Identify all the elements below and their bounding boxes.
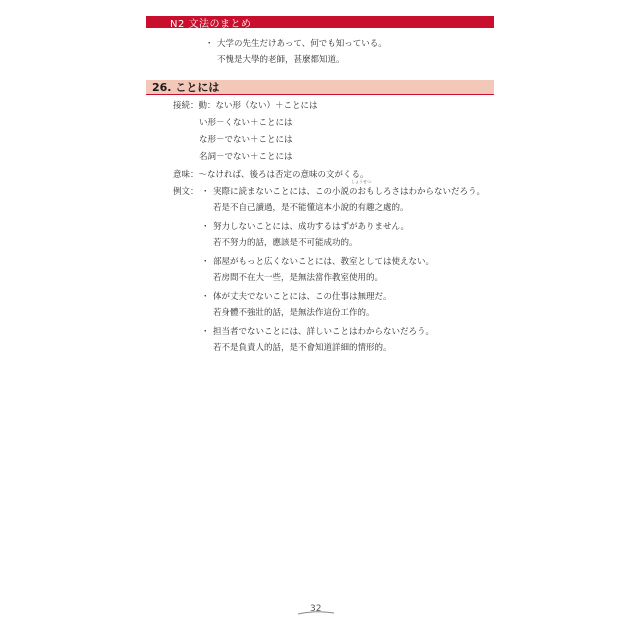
bullet-dot: ・ xyxy=(201,187,210,197)
top-example-jp: 大学の先生だけあって、何でも知っている。 xyxy=(217,39,387,49)
bullet-dot: ・ xyxy=(201,257,210,267)
connection-form: 名詞－でない＋ことには xyxy=(199,152,293,162)
section-title: 26. ことには xyxy=(152,81,220,94)
example-item xyxy=(201,290,392,302)
example-zh: 若不是負責人的話，是不會知道詳細的情形的。 xyxy=(213,343,392,353)
top-example-zh-row xyxy=(205,52,387,68)
header-title: N2 文法のまとめ xyxy=(170,19,252,30)
example-jp: 実際に読まないことには、この小説のおもしろさはわからないだろう。 xyxy=(213,187,486,197)
bullet-dot: ・ xyxy=(201,292,210,302)
example-item xyxy=(201,220,409,232)
top-example-zh: 不愧是大學的老師，甚麼都知道。 xyxy=(217,55,345,65)
example-jp: 体が丈夫でないことには、この仕事は無理だ。 xyxy=(213,292,392,302)
examples-label: 例文： xyxy=(173,187,199,197)
example-item xyxy=(201,255,434,267)
example-item xyxy=(201,185,485,197)
connection-form: い形－くない＋ことには xyxy=(199,118,293,128)
example-zh: 若身體不強壯的話，是無法作這份工作的。 xyxy=(213,308,375,318)
bullet-dot: ・ xyxy=(201,222,210,232)
example-jp: 担当者でないことには、詳しいことはわからないだろう。 xyxy=(213,327,435,337)
meaning-label: 意味： xyxy=(173,170,199,180)
connection-form: な形－でない＋ことには xyxy=(199,135,293,145)
example-zh: 若是不自己讀過，是不能懂這本小說的有趣之處的。 xyxy=(213,203,409,213)
example-zh: 若不努力的話，應該是不可能成功的。 xyxy=(213,238,358,248)
page-number: 32 xyxy=(310,604,322,614)
ruby-reading: しょうせつ xyxy=(351,179,371,184)
connection-row xyxy=(173,99,318,111)
meaning-text: ～なければ、後ろは否定の意味の文がくる。 xyxy=(198,170,369,180)
meaning-row xyxy=(173,168,369,180)
top-example-jp-row xyxy=(205,36,387,52)
example-zh: 若房間不在大一些，是無法當作教室使用的。 xyxy=(213,273,384,283)
bullet-dot: ・ xyxy=(201,327,210,337)
connection-form: 動：ない形（ない）＋ことには xyxy=(198,101,318,111)
top-example xyxy=(205,36,387,68)
bullet-dot: ・ xyxy=(205,39,214,49)
example-item xyxy=(201,325,434,337)
example-jp: 努力しないことには、成功するはずがありません。 xyxy=(213,222,410,232)
connection-label: 接続： xyxy=(173,101,199,111)
example-jp: 部屋がもっと広くないことには、教室としては使えない。 xyxy=(213,257,435,267)
